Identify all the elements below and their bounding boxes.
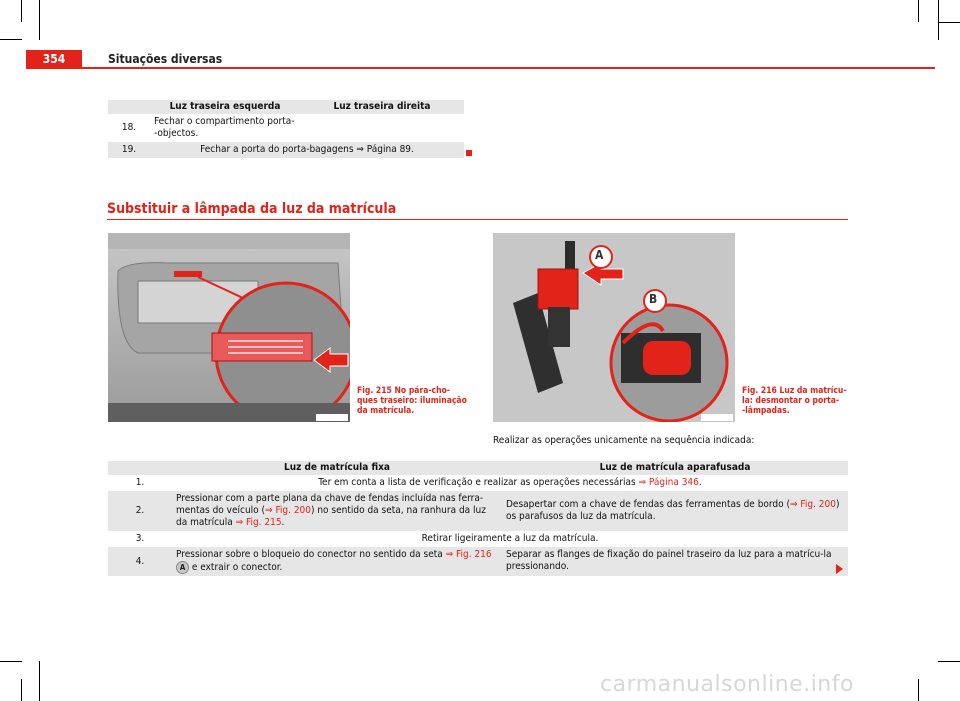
label-a-badge: A <box>176 561 189 574</box>
figure-link[interactable]: ⇒ Fig. 200 <box>790 499 836 510</box>
crop-mark <box>39 661 40 701</box>
table-row <box>108 142 464 158</box>
step-number: 4. <box>108 547 172 576</box>
step-text: Separar as flanges de fixação do painel traseiro da luz para a matrícu-la pressionando. <box>502 547 848 576</box>
intro-paragraph: Realizar as operações unicamente na sequência indicada: <box>493 435 755 446</box>
crop-mark <box>938 0 939 40</box>
table-header-cell <box>108 100 150 114</box>
caption-line: da matrícula. <box>357 406 415 416</box>
step-text: Retirar ligeiramente a luz da matrícula. <box>172 531 848 547</box>
table-header-cell: Luz traseira esquerda <box>150 100 300 114</box>
table-row <box>108 531 848 547</box>
caption-line: Fig. 215 No pára-cho- <box>357 386 450 396</box>
step-text <box>172 547 502 576</box>
figure-link[interactable]: ⇒ Fig. 215 <box>235 517 282 528</box>
label-b-badge: B <box>649 292 658 306</box>
crop-mark <box>21 679 22 701</box>
step-text: Fechar a porta do porta-bagagens ⇒ Página 89. <box>150 142 464 158</box>
bumper-illustration <box>108 233 350 422</box>
step-text <box>300 114 464 142</box>
section-end-marker <box>466 150 472 156</box>
table-header-cell <box>108 461 172 475</box>
table-header-cell: Luz traseira direita <box>300 100 464 114</box>
text-fragment: ) no sentido da seta, na ranhura da luz da matrícula <box>176 505 486 528</box>
label-a-badge: A <box>595 248 604 262</box>
figure-link[interactable]: ⇒ Fig. 200 <box>265 505 311 516</box>
tail-light-table <box>108 100 464 158</box>
step-text <box>502 491 848 531</box>
table-row <box>108 114 464 142</box>
figure-215-image <box>108 233 350 422</box>
table-header-row <box>108 461 848 475</box>
step-text: Fechar o compartimento porta--objectos. <box>150 114 300 142</box>
step-number: 19. <box>108 142 150 158</box>
crop-mark <box>21 0 22 22</box>
continue-arrow-icon <box>836 564 843 574</box>
crop-mark <box>938 22 960 23</box>
figure-216-caption <box>742 386 847 416</box>
step-number: 18. <box>108 114 150 142</box>
caption-line: Fig. 216 Luz da matrícu- <box>742 386 847 396</box>
step-number: 1. <box>108 475 172 491</box>
crop-mark <box>0 661 22 662</box>
bulb-holder-illustration <box>493 233 735 422</box>
watermark: carmanualsonline.info <box>600 672 854 697</box>
text-fragment: Ter em conta a lista de verificação e realizar as operações necessárias <box>318 477 639 488</box>
page-header-title: Situações diversas <box>108 52 223 66</box>
caption-line: la: desmontar o porta- <box>742 396 840 406</box>
caption-line: -lâmpadas. <box>742 406 790 416</box>
table-header-cell: Luz de matrícula fixa <box>172 461 502 475</box>
caption-line: ques traseiro: iluminação <box>357 396 467 406</box>
crop-mark <box>918 679 919 701</box>
text-fragment: e extrair o conector. <box>189 562 283 573</box>
step-text <box>172 475 848 491</box>
crop-mark <box>938 661 960 662</box>
text-fragment: Desapertar com a chave de fendas das ferramentas de bordo ( <box>506 499 791 510</box>
step-text <box>172 491 502 531</box>
table-header-cell: Luz de matrícula aparafusada <box>502 461 848 475</box>
crop-mark <box>39 0 40 40</box>
text-fragment: Pressionar sobre o bloqueio do conector no sentido da seta <box>176 549 446 560</box>
step-number: 2. <box>108 491 172 531</box>
text-fragment: ) os parafusos da luz da matrícula. <box>506 499 840 522</box>
table-row <box>108 475 848 491</box>
step-number: 3. <box>108 531 172 547</box>
table-row <box>108 491 848 531</box>
figure-215-caption <box>357 386 467 416</box>
section-rule <box>107 219 848 220</box>
page-link[interactable]: ⇒ Página 346 <box>638 477 699 488</box>
crop-mark <box>918 0 919 22</box>
figure-216-image <box>493 233 735 422</box>
section-title: Substituir a lâmpada da luz da matrícula <box>107 201 397 217</box>
license-plate-light-table <box>108 461 848 576</box>
table-header-row <box>108 100 464 114</box>
text-fragment: . <box>281 517 285 528</box>
text-fragment: Pressionar com a parte plana da chave de fendas incluída nas ferra-mentas do veículo ( <box>176 493 484 516</box>
figure-link[interactable]: ⇒ Fig. 216 <box>445 549 492 560</box>
crop-mark <box>0 39 22 40</box>
page-number: 354 <box>26 50 82 69</box>
table-row <box>108 547 848 576</box>
text-fragment: . <box>698 477 702 488</box>
